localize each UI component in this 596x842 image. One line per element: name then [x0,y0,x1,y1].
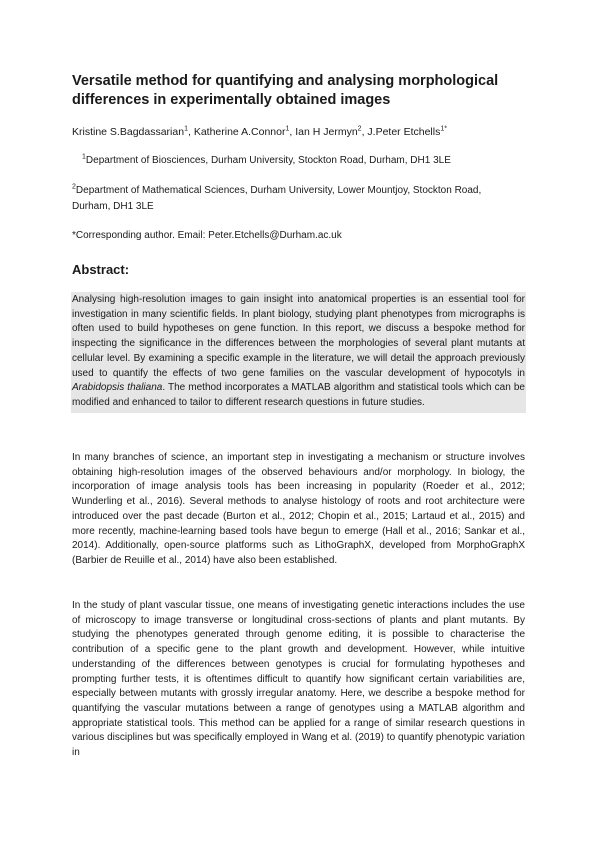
author-name: J.Peter Etchells [367,126,441,138]
body-paragraph: In the study of plant vascular tissue, one means of investigating genetic interactions includes the use of microscopy to image transverse or longitudinal cross-sections of plants and plant mutants. By studying the phenotypes generated through genome editing, it is possible to characterise the contribution of a specific gene to the plant growth and development. However, while intuitive understanding of the differences between genotypes is crucial for formulating hypotheses and prompting further tests, it is oftentimes difficult to quantify how significant certain variabilities are, especially between mutants with grossly irregular anatomy. Here, we describe a bespoke method for quantifying the vascular mutations between a range of genotypes using a MATLAB algorithm and appropriate statistical tools. This method can be applied for a range of similar research questions in various disciplines but was specifically employed in Wang et al. (2019) to quantify phenotypic variation in [72,600,525,759]
author-affiliation-marker: 1 [184,125,188,133]
species-name: Arabidopsis thaliana [72,382,163,394]
author-list [72,125,532,139]
author-affiliation-marker: 1 [285,125,290,133]
abstract-heading: Abstract: [72,262,130,277]
affiliation-marker: 1 [82,153,86,161]
paper-title: Versatile method for quantifying and analysing morphological differences in experimentally obtained images [72,73,499,108]
author-separator: , [361,126,368,138]
author-separator: , [187,126,194,138]
affiliation-text: Department of Mathematical Sciences, Durham University, Lower Mountjoy, Stockton Road, Durham, DH1 3LE [72,185,482,212]
abstract-text: . The method incorporates a MATLAB algorithm and statistical tools which can be modified and enhanced to tailor to different research questions in future studies. [72,382,525,408]
author-name: Ian H Jermyn [295,126,358,138]
corresponding-author: *Corresponding author. Email: Peter.Etchells@Durham.ac.uk [72,230,342,241]
abstract-body [71,292,526,413]
author-affiliation-marker: 1* [440,125,447,133]
affiliation [82,153,502,169]
abstract-text: Analysing high-resolution images to gain insight into anatomical properties is an essential tool for investigation in many scientific fields. In plant biology, studying plant phenotypes from micrographs is often used to build hypotheses on gene function. In this report, we discuss a bespoke method for inspecting the significance in the differences between the morphologies of several plant mutants at cellular level. By examining a specific example in the literature, we will detail the approach previously used to quantify the effects of two gene families on the vascular development of hypocotyls in [72,294,525,379]
affiliation-text: Department of Biosciences, Durham University, Stockton Road, Durham, DH1 3LE [85,155,451,166]
author-name: Katherine A.Connor [193,126,286,138]
author-affiliation-marker: 2 [357,125,362,133]
affiliation [72,183,492,215]
affiliation-marker: 2 [72,183,76,191]
body-paragraph: In many branches of science, an important step in investigating a mechanism or structure involves obtaining high-resolution images of the observed behaviours and/or morphology. In biology, the incorporation of image analysis tools has been increasing in popularity (Roeder et al., 2012; Wunderling et al., 2016). Several methods to analyse histology of roots and root architecture were introduced over the past decade (Burton et al., 2012; Chopin et al., 2015; Lartaud et al., 2015) and more recently, machine-learning based tools have begun to emerge (Hall et al., 2016; Sankar et al., 2014). Additionally, open-source platforms such as LithoGraphX, developed from MorphoGraphX (Barbier de Reuille et al., 2014) have also been established. [72,452,525,566]
author-separator: , [289,126,296,138]
author-name: Kristine S.Bagdassarian [72,126,185,138]
